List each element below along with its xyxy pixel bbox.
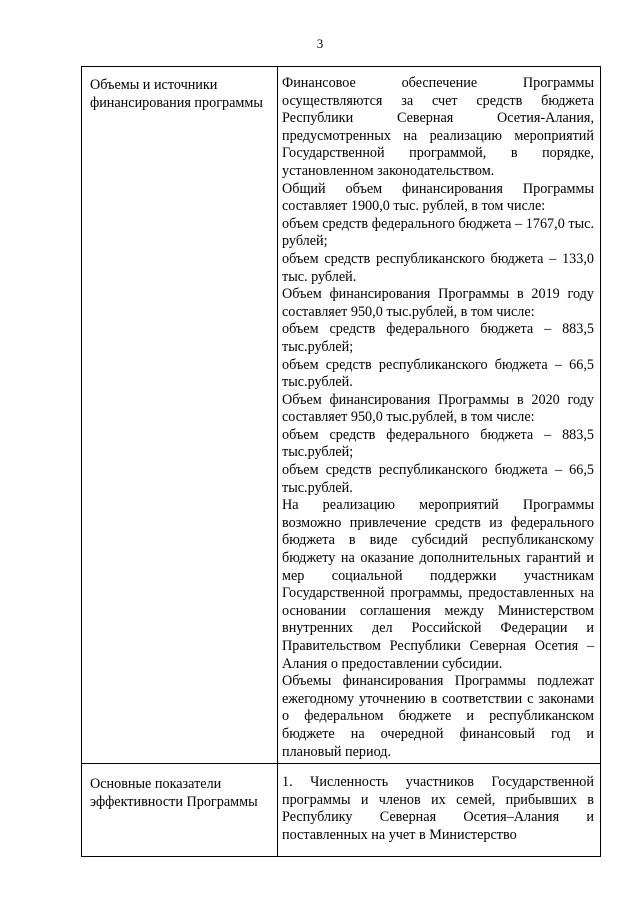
row-label-financing: Объемы и источники финансирования программы [82, 67, 278, 764]
paragraph: На реализацию мероприятий Программы возможно привлечение средств из федерального бюджета в виде субсидий республиканскому бюджету на оказание дополнительных гарантий и мер социальной поддержки участникам Государственной программы, предоставленных на основании соглашения между Министерством внутренних дел Российской Федерации и Правительством Республики Северная Осетия – Алания о предоставлении субсидии. [282, 497, 594, 672]
page-number: 3 [316, 36, 324, 51]
table-row-financing [82, 67, 601, 764]
paragraph: Объем финансирования Программы в 2019 году составляет 950,0 тыс.рублей, в том числе: [282, 286, 594, 320]
paragraph: Объем финансирования Программы в 2020 году составляет 950,0 тыс.рублей, в том числе: [282, 391, 594, 426]
paragraph: 1. Численность участников Государственной программы и членов их семей, прибывших в Республику Северная Осетия–Алания и поставленных на учет в Министерство [282, 774, 594, 843]
paragraph: объем средств республиканского бюджета – 66,5 тыс.рублей. [282, 356, 594, 391]
paragraph: объем средств республиканского бюджета – 66,5 тыс.рублей. [282, 462, 594, 496]
row-content-indicators [278, 764, 601, 857]
program-passport-table [81, 66, 601, 857]
paragraph: объем средств федерального бюджета – 1767,0 тыс. рублей; [282, 215, 594, 250]
row-content-financing [278, 67, 601, 764]
paragraph: объем средств федерального бюджета – 883,5 тыс.рублей; [282, 321, 594, 355]
table-row-indicators [82, 764, 601, 857]
paragraph: Объемы финансирования Программы подлежат ежегодному уточнению в соответствии с законами о федеральном бюджете и республиканском бюджете на очередной финансовый год и плановый период. [282, 673, 594, 760]
row-label-indicators: Основные показатели эффективности Программы [82, 764, 278, 857]
paragraph: Финансовое обеспечение Программы осуществляются за счет средств бюджета Республики Северная Осетия-Алания, предусмотренных на реализацию мероприятий Государственной программой, в порядке, установленном законодательством. [282, 75, 594, 179]
paragraph: объем средств федерального бюджета – 883,5 тыс.рублей; [282, 426, 594, 461]
paragraph: объем средств республиканского бюджета – 133,0 тыс. рублей. [282, 250, 594, 285]
paragraph: Общий объем финансирования Программы составляет 1900,0 тыс. рублей, в том числе: [282, 180, 594, 215]
